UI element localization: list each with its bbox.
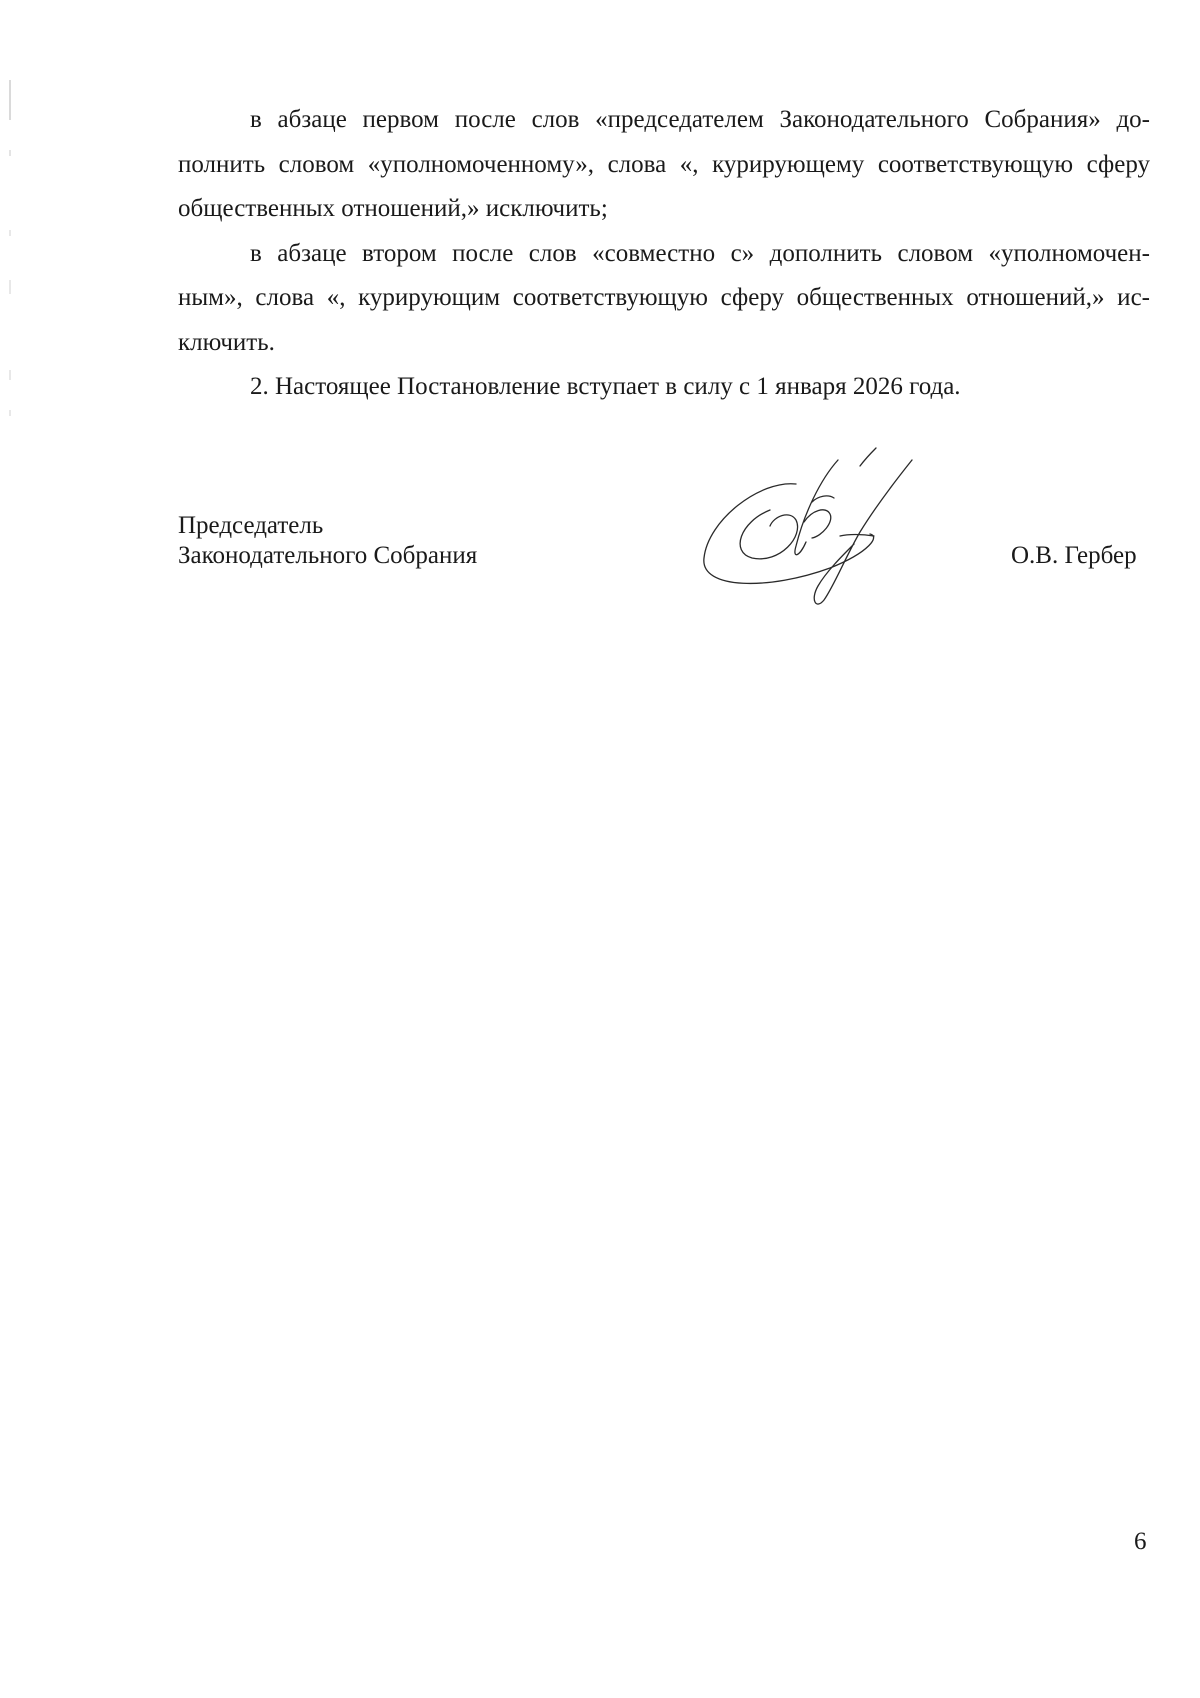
signatory-title-line: Законодательного Собрания: [178, 542, 478, 569]
text-line: в абзаце втором после слов «совместно с» дополнить словом «уполномочен-: [250, 239, 1150, 267]
signatory-title-line: Председатель: [178, 512, 324, 539]
signatory-title: [178, 511, 477, 571]
scan-edge-marks: [8, 80, 12, 440]
paragraph-second-abzac: [178, 232, 1150, 366]
paragraph-effective-date: [178, 365, 1150, 410]
paragraph-first-abzac: [178, 98, 1150, 232]
text-line: ключить.: [178, 328, 275, 356]
text-line: полнить словом «уполномоченному», слова «, курирующему соответствующую сферу: [178, 150, 1150, 178]
document-body: [178, 98, 1150, 410]
text-line: 2. Настоящее Постановление вступает в силу с 1 января 2026 года.: [250, 373, 961, 400]
handwritten-signature: [700, 440, 950, 605]
text-line: общественных отношений,» исключить;: [178, 195, 608, 222]
page-number: 6: [1134, 1528, 1147, 1555]
signatory-name: О.В. Гербер: [1011, 542, 1137, 569]
text-line: ным», слова «, курирующим соответствующую сферу общественных отношений,» ис-: [178, 284, 1150, 311]
text-line: в абзаце первом после слов «председателем Законодательного Собрания» до-: [250, 106, 1150, 133]
